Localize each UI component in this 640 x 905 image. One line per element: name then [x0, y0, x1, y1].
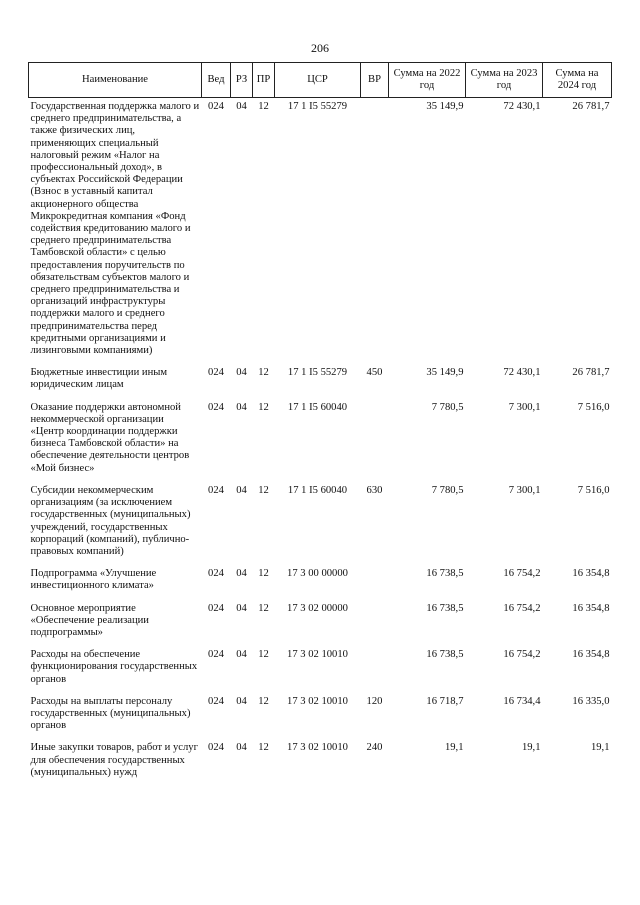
row-sum-2024: 16 354,8	[572, 602, 610, 614]
row-vr: 630	[366, 484, 383, 496]
row-sum-2022: 35 149,9	[426, 367, 464, 379]
row-name: Бюджетные инвестиции иным юридическим лицам	[30, 367, 168, 391]
header-sum-2022: Сумма на 2022 год	[389, 63, 466, 98]
row-sum-2023: 16 754,2	[503, 568, 541, 580]
row-name: Оказание поддержки автономной некоммерческой организации «Центр координации поддержки бизнеса Тамбовской области» на обеспечение деятельности центров «Мой бизнес»	[30, 401, 190, 474]
row-name: Подпрограмма «Улучшение инвестиционного климата»	[30, 568, 157, 592]
row-rz: 04	[236, 602, 247, 614]
row-rz: 04	[236, 742, 247, 754]
row-sum-2023: 16 734,4	[503, 695, 541, 707]
header-sum-2024: Сумма на 2024 год	[543, 63, 612, 98]
row-sum-2022: 35 149,9	[426, 101, 464, 112]
row-csr: 17 1 I5 55279	[287, 367, 348, 379]
header-ved: Вед	[202, 63, 231, 98]
row-sum-2024: 7 516,0	[577, 484, 610, 496]
row-sum-2024: 7 516,0	[577, 401, 610, 413]
table-row	[29, 644, 612, 691]
table-row	[29, 397, 612, 480]
row-sum-2023: 7 300,1	[508, 401, 541, 413]
row-pr: 12	[258, 484, 269, 496]
budget-table	[28, 62, 612, 784]
row-pr: 12	[258, 742, 269, 754]
row-pr: 12	[258, 695, 269, 707]
header-csr: ЦСР	[275, 63, 361, 98]
row-csr: 17 1 I5 55279	[287, 101, 348, 112]
row-name: Иные закупки товаров, работ и услуг для обеспечения государственных (муниципальных) нужд	[30, 742, 198, 778]
row-rz: 04	[236, 101, 247, 112]
table-row	[29, 737, 612, 784]
row-csr: 17 3 00 00000	[287, 568, 348, 580]
table-row	[29, 98, 612, 363]
row-rz: 04	[236, 695, 247, 707]
row-csr: 17 1 I5 60040	[287, 401, 348, 413]
row-pr: 12	[258, 602, 269, 614]
table-row	[29, 362, 612, 396]
row-vr	[361, 644, 389, 691]
row-sum-2022: 19,1	[444, 742, 464, 754]
row-sum-2022: 7 780,5	[431, 484, 464, 496]
row-pr: 12	[258, 367, 269, 379]
row-name: Государственная поддержка малого и среднего предпринимательства, а также физических лиц, применяющих специальный налоговый режим «Налог на профессиональный доход», в субъектах Российской Федерации (Взнос в уставный капитал акционерного общества Микрокредитная компания «Фонд содействия кредитованию малого и среднего предпринимательства Тамбовской области» с целью предоставления поручительств по обязательствам субъектов малого и среднего предпринимательства и организаций инфраструктуры поддержки малого и среднего предпринимательства перед кредитными организациями и лизинговыми компаниями)	[30, 101, 200, 357]
row-sum-2022: 16 738,5	[426, 649, 464, 661]
row-csr: 17 1 I5 60040	[287, 484, 348, 496]
row-name: Субсидии некоммерческим организациям (за исключением государственных (муниципальных) учреждений, государственных корпораций (компаний), публично-правовых компаний)	[30, 484, 191, 557]
row-pr: 12	[258, 649, 269, 661]
row-sum-2024: 19,1	[590, 742, 610, 754]
row-sum-2023: 19,1	[521, 742, 541, 754]
row-ved: 024	[208, 568, 224, 580]
row-name: Расходы на обеспечение функционирования государственных органов	[30, 649, 198, 685]
table-row	[29, 691, 612, 738]
row-vr	[361, 563, 389, 597]
row-rz: 04	[236, 367, 247, 379]
row-rz: 04	[236, 484, 247, 496]
row-rz: 04	[236, 568, 247, 580]
row-csr: 17 3 02 10010	[287, 695, 348, 707]
row-csr: 17 3 02 00000	[287, 602, 348, 614]
row-ved: 024	[208, 649, 224, 661]
row-sum-2024: 16 335,0	[572, 695, 610, 707]
row-csr: 17 3 02 10010	[287, 742, 348, 754]
table-row	[29, 598, 612, 645]
row-vr	[361, 98, 389, 363]
row-vr: 450	[366, 367, 383, 379]
row-vr: 240	[366, 742, 383, 754]
row-sum-2024: 26 781,7	[572, 101, 610, 112]
row-pr: 12	[258, 101, 269, 112]
row-sum-2023: 16 754,2	[503, 602, 541, 614]
header-pr: ПР	[253, 63, 275, 98]
row-sum-2023: 16 754,2	[503, 649, 541, 661]
row-sum-2023: 72 430,1	[503, 101, 541, 112]
row-name: Расходы на выплаты персоналу государственных (муниципальных) органов	[30, 695, 191, 732]
row-name: Основное мероприятие «Обеспечение реализации подпрограммы»	[30, 602, 149, 638]
row-ved: 024	[208, 602, 224, 614]
row-sum-2022: 16 718,7	[426, 695, 464, 707]
row-csr: 17 3 02 10010	[287, 649, 348, 661]
row-sum-2022: 16 738,5	[426, 602, 464, 614]
header-vr: ВР	[361, 63, 389, 98]
table-row	[29, 480, 612, 563]
row-sum-2022: 16 738,5	[426, 568, 464, 580]
row-pr: 12	[258, 568, 269, 580]
row-vr: 120	[366, 695, 383, 707]
row-ved: 024	[208, 401, 224, 413]
row-sum-2023: 72 430,1	[503, 367, 541, 379]
header-sum-2023: Сумма на 2023 год	[466, 63, 543, 98]
row-ved: 024	[208, 695, 224, 707]
row-ved: 024	[208, 101, 224, 112]
row-rz: 04	[236, 401, 247, 413]
row-pr: 12	[258, 401, 269, 413]
row-ved: 024	[208, 367, 224, 379]
row-sum-2023: 7 300,1	[508, 484, 541, 496]
header-name: Наименование	[29, 63, 202, 98]
row-sum-2024: 16 354,8	[572, 649, 610, 661]
header-rz: РЗ	[231, 63, 253, 98]
row-ved: 024	[208, 484, 224, 496]
row-vr	[361, 598, 389, 645]
row-sum-2022: 7 780,5	[431, 401, 464, 413]
row-rz: 04	[236, 649, 247, 661]
table-header-row	[29, 63, 612, 98]
row-sum-2024: 26 781,7	[572, 367, 610, 379]
table-row	[29, 563, 612, 597]
page-number: 206	[311, 41, 329, 55]
row-ved: 024	[208, 742, 224, 754]
row-vr	[361, 397, 389, 480]
row-sum-2024: 16 354,8	[572, 568, 610, 580]
